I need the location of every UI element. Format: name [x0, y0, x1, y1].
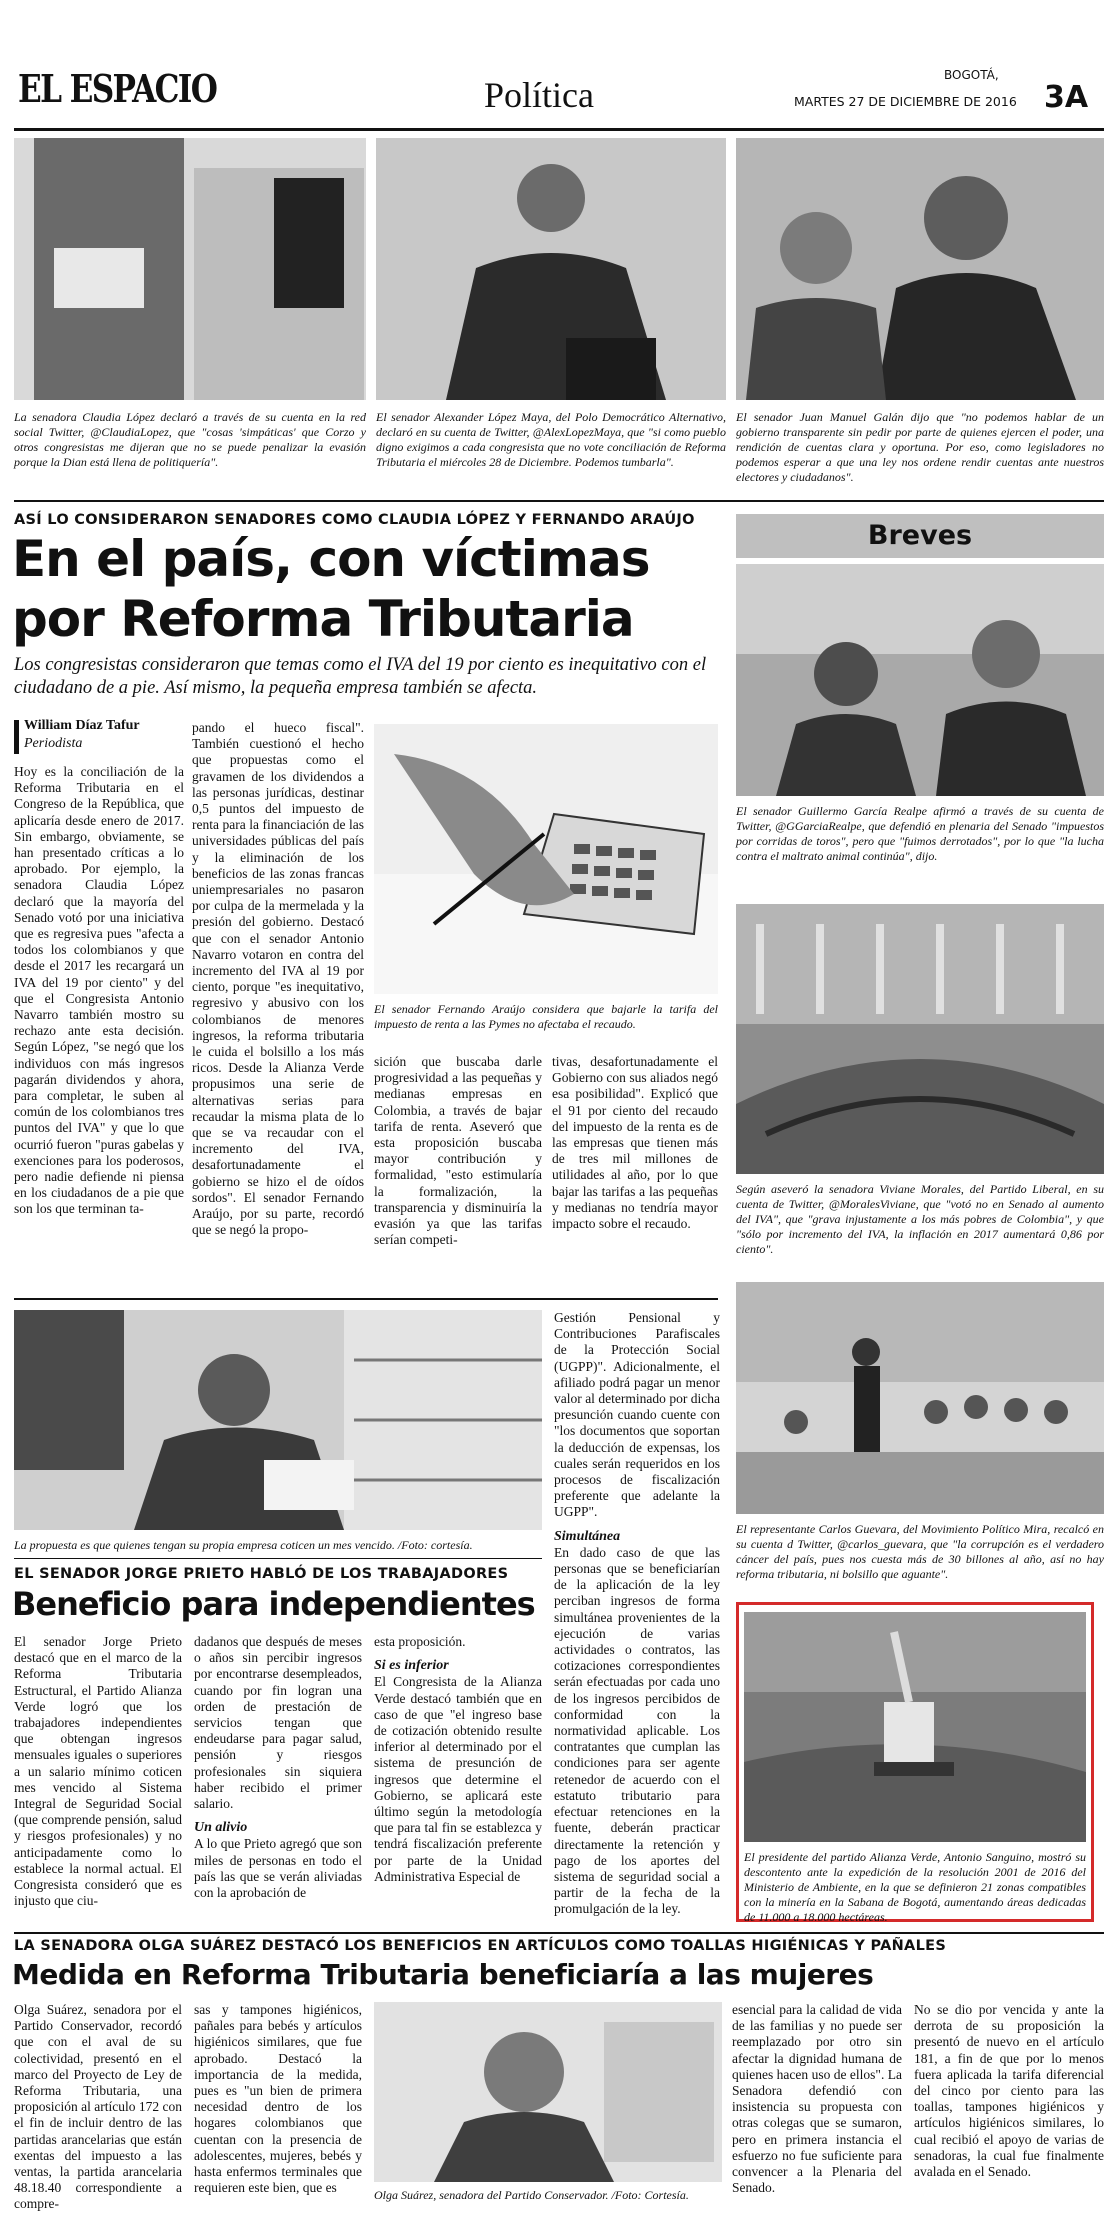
masthead [14, 62, 1104, 132]
article3-col2: sas y tampones higiénicos, pañales para bebés y artículos higiénicos similares, que fue aprobado. Destacó la importancia de la medida, pues es "un bien de primera necesidad dentro de los hogares colombianos que cuentan con la presencia de adolescentes, mujeres, bebés y hasta enfermos terminales que requieren este bien, que es [194, 2002, 362, 2196]
caption-viviane-morales: Según aseveró la senadora Viviane Morales, del Partido Liberal, en su cuenta de Twitter, @MoralesViviane, que "votó no en Senado al aumento del IVA", que "grava injustamente a los más pobres de Colombia", y que "sólo por incremento del IVA, la inflación en 2017 aumentará 0,86 por ciento". [736, 1182, 1104, 1256]
article1-deck: Los congresistas consideraron que temas como el IVA del 19 por ciento es inequitativo con el ciudadano de a pie. Así mismo, la pequeña empresa también se afecta. [14, 655, 707, 698]
photo-claudia-lopez [14, 138, 366, 400]
caption-garcia-realpe: El senador Guillermo García Realpe afirmó a través de su cuenta de Twitter, @GGarciaRealpe, que defendió en plenaria del Senado "impuestos por corridas de toros", pero que "fuimos derrotados", por lo que "la lucha contra el maltrato animal continúa", dijo. [736, 804, 1104, 863]
caption-fernando-araujo: El senador Fernando Araújo considera que bajarle la tarifa del impuesto de renta a las Pymes no afectaba el recaudo. [374, 1002, 718, 1031]
article2-subhead-alivio: Un alivio [194, 1820, 248, 1836]
article2-col4: Gestión Pensional y Contribuciones Parafiscales de la Protección Social (UGPP)". Adicionalmente, el afiliado podrá pagar un menor valor al determinado por dicha presunción cuando cuente con "los documentos que soportan la deducción de expensas, los cuales serán requeridos en los procesos de fiscalización preferente que adelante la UGPP". [554, 1310, 720, 1520]
caption-independent-worker: La propuesta es que quienes tengan su propia empresa coticen un mes vencido. /Foto: cortesía. [14, 1538, 473, 1552]
page-number: 3A [1044, 80, 1089, 115]
article2-col4b: En dado caso de que las personas que se beneficiarían de la aplicación de la ley perciban ingresos de forma simultánea provenientes de la ejecución de varias actividades o contratos, las cotizaciones correspondientes serán efectuadas por cada uno de los ingresos percibidos de conformidad con la normatividad aplicable. Los contratantes que cumplan las condiciones para ser agente retenedor de acuerdo con el estatuto tributario para efectuar retenciones en la fuente, deberán practicar directamente la retención y pago de los aportes del sistema de seguridad social a partir de la fecha de la promulgación de la ley. [554, 1544, 720, 1917]
article2-col3-wrap [374, 1634, 542, 1906]
article2-col3: El Congresista de la Alianza Verde destacó también que en caso de que "el ingreso base de cotización obtenido resulte inferior al determinado por el sistema de presunción de ingresos que determine el Gobierno, se aplicará este último según la metodología que para tal fin se establezca y tendrá fiscalización preferente por parte de la Unidad Administrativa Especial de [374, 1674, 542, 1884]
article1-col3: sición que buscaba darle progresividad a las pequeñas y medianas empresas en Colombia, a través de bajar tarifa de renta. Aseveró que esta proposición buscaba mayor contribución y formalidad, "esto estimularía la formalización, la transparencia y disminuiría la evasión ya que las tarifas serían competi- [374, 1054, 542, 1248]
article3-col3: esencial para la calidad de vida de las familias y no puede ser reemplazado por otro sin afectar la dignidad humana de quienes hacen uso de ellos". La Senadora defendió con insistencia su propuesta con otras colegas que se sumaron, pero en primera instancia el esfuerzo no fue suficiente para convencer a la Plenaria del Senado. [732, 2002, 902, 2196]
article1-col2: pando el hueco fiscal". También cuestionó el hecho que propuestas como el gravamen de los dividendos a las personas jurídicas, destinar 0,5 puntos del impuesto de renta para la financiación de las universidades públicas del país y la eliminación de los beneficios de las zonas francas uniempresariales no pasaron por culpa de la mermelada y la presión del gobierno. Destacó que con el senador Antonio Navarro votaron en contra del incremento del IVA al 19 por ciento, porque "es inequitativo, regresivo y abusivo con los colombianos de menores ingresos, la reforma tributaria le cuida el bolsillo a los más ricos. Desde la Alianza Verde propusimos una serie de alternativas serias para recaudar la misma plata de lo que se va recaudar con el incremento del IVA, desafortunadamente el gobierno se hizo el de oídos sordos". El senador Fernando Araújo, por su parte, recordó que se negó la propo- [192, 720, 364, 1238]
section-title: Política [484, 75, 594, 115]
author-marker [14, 720, 19, 754]
dateline-date: MARTES 27 DE DICIEMBRE DE 2016 [794, 94, 1017, 109]
article2-top-rule [14, 1558, 542, 1559]
article1-bottom-rule [14, 1298, 718, 1300]
article2-col2: dadanos que después de meses o años sin percibir ingresos por encontrarse desempleados, cuando por fin logran una orden de prestación de servicios tengan que endeudarse para pagar salud, pensión y riesgos profesionales sin siquiera haber recibido el primer salario. [194, 1634, 362, 1812]
article3-col1: Olga Suárez, senadora por el Partido Conservador, recordó que con el aval de su colectividad, presentó en el marco del Proyecto de Ley de Reforma Tributaria, una proposición al artículo 172 con el fin de incluir dentro de las partidas arancelarias que están exentas del impuesto a las ventas, la partida arancelaria 48.18.40 correspondiente a compre- [14, 2002, 182, 2212]
photo-senate-chamber [736, 904, 1104, 1174]
masthead-rule [14, 128, 1104, 131]
caption-juan-manuel-galan: El senador Juan Manuel Galán dijo que "no podemos hablar de un gobierno transparente sin pedir por parte de quienes ejercen el poder, una rendición de cuentas clara y oportuna. Por eso, como legisladores no podemos esperar a que una ley nos ordene rendir cuentas ante nuestros electores y ciudadanos". [736, 410, 1104, 484]
article3-top-rule [14, 1932, 1104, 1934]
article2-col2b: A lo que Prieto agregó que son miles de personas en todo el país las que se verán aliviadas con la aprobación de [194, 1836, 362, 1901]
article2-col3a: esta proposición. [374, 1634, 466, 1649]
dateline-city: BOGOTÁ, [944, 68, 999, 82]
breves-header [736, 514, 1104, 558]
article1-headline-line1: En el país, con víctimas [12, 530, 650, 588]
photo-juan-manuel-galan [736, 138, 1104, 400]
article3-kicker: LA SENADORA OLGA SUÁREZ DESTACÓ LOS BENEFICIOS EN ARTÍCULOS COMO TOALLAS HIGIÉNICAS Y PAÑALES [14, 1938, 947, 1954]
article3-headline: Medida en Reforma Tributaria beneficiaría a las mujeres [12, 1958, 874, 1991]
logo: EL ESPACIO [18, 66, 217, 111]
photo-carlos-guevara [736, 1282, 1104, 1514]
article1-headline-line2: por Reforma Tributaria [12, 590, 634, 648]
article1-author: William Díaz Tafur [24, 718, 140, 733]
photo-calculator [374, 724, 718, 994]
caption-antonio-sanguino: El presidente del partido Alianza Verde, Antonio Sanguino, mostró su descontento ante la expedición de la resolución 2001 de 2016 del Ministerio de Ambiente, en la que se definieron 21 zonas compatibles con la minería en la Sabana de Bogotá, aumentando áreas dedicadas de 11.000 a 18.000 hectáreas. [744, 1850, 1086, 1924]
article3-col4: No se dio por vencida y ante la derrota de su proposición la presentó de nuevo en el artículo 181, a fin de que por lo menos fuera aplicada la tarifa diferencial del cinco por ciento para las toallas, tampones higiénicos y artículos higiénicos similares, lo cual recibió el apoyo de varias de senadoras, la cual fue finalmente avalada en el Senado. [914, 2002, 1104, 2180]
photo-garcia-realpe [736, 564, 1104, 796]
caption-olga-suarez: Olga Suárez, senadora del Partido Conservador. /Foto: Cortesía. [374, 2188, 689, 2202]
breves-title: Breves [867, 520, 973, 551]
article1-col4: tivas, desafortunadamente el Gobierno con sus aliados negó esa posibilidad". Explicó que el 91 por ciento del recaudo del impuesto de la renta es de las empresas que tienen más de tres mil millones de utilidades al año, por lo que bajar las tarifas a las pequeñas y medianas no tendría mayor impacto sobre el recaudo. [552, 1054, 718, 1232]
article1-author-role: Periodista [24, 736, 83, 751]
article2-col2-wrap [194, 1634, 362, 1906]
top-section-rule [14, 500, 1104, 502]
article2-headline: Beneficio para independientes [12, 1585, 535, 1623]
photo-mining-excavator [744, 1612, 1086, 1842]
article2-col1: El senador Jorge Prieto destacó que en el marco de la Reforma Tributaria Estructural, el Partido Alianza Verde logró que los trabajadores independientes que obtengan ingresos mensuales iguales o superiores a un salario mínimo coticen mes vencido al Sistema Integral de Seguridad Social (que comprende pensión, salud y riesgos profesionales) y no anticipadamente como lo establece la normal actual. El Congresista consideró que es injusto que ciu- [14, 1634, 182, 1909]
article1-col1: Hoy es la conciliación de la Reforma Tributaria en el Congreso de la República, que aplicaría desde enero de 2017. Sin embargo, obviamente, se han presentado críticas a lo aprobado. Por ejemplo, la senadora Claudia López declaró que la mayoría del Senado votó por una iniciativa que es regresiva pues "afecta a todos los colombianos y que desde el 2017 les recargará un IVA del 19 por ciento" y del que el Congresista Antonio Navarro también mostro su rechazo ante esta decisión. Según López, "se negó que los individuos con más ingresos pagarán dividendos y ahora, para completar, le suben al común de los colombianos tres puntos del IVA" y que lo que ocurrió fueron "puras gabelas y exenciones para los poderosos, pero nadie defiende ni piensa en los ciudadanos de a pie que son los que terminan ta- [14, 764, 184, 1217]
article2-subhead-inferior: Si es inferior [374, 1658, 449, 1674]
photo-independent-worker [14, 1310, 542, 1530]
caption-carlos-guevara: El representante Carlos Guevara, del Movimiento Político Mira, recalcó en su cuenta d Twitter, @carlos_guevara, que "la corrupción es el verdadero cáncer del país, pues nos cuesta más de 30 billones al año, así no hay reforma tributaria, ni bolsillo que aguante". [736, 1522, 1104, 1581]
article2-subhead-simultanea: Simultánea [554, 1528, 621, 1544]
photo-olga-suarez [374, 2002, 722, 2182]
article1-kicker: ASÍ LO CONSIDERARON SENADORES COMO CLAUDIA LÓPEZ Y FERNANDO ARAÚJO [14, 512, 695, 528]
caption-claudia-lopez: La senadora Claudia López declaró a través de su cuenta en la red social Twitter, @ClaudiaLopez, que "cosas 'simpáticas' que Corzo y otros congresistas me dijeran que no se puede penalizar la evasión porque la Dian está llena de politiquería". [14, 410, 366, 469]
article2-col4-wrap [554, 1310, 720, 1917]
caption-alexander-lopez: El senador Alexander López Maya, del Polo Democrático Alternativo, declaró en su cuenta de Twitter, @AlexLopezMaya, que "si como pueblo digno exigimos a cada congresista que no vote conciliación de Reforma Tributaria el miércoles 28 de Diciembre. Podemos tumbarla". [376, 410, 726, 469]
photo-alexander-lopez [376, 138, 726, 400]
article2-kicker: EL SENADOR JORGE PRIETO HABLÓ DE LOS TRABAJADORES [14, 1566, 509, 1582]
